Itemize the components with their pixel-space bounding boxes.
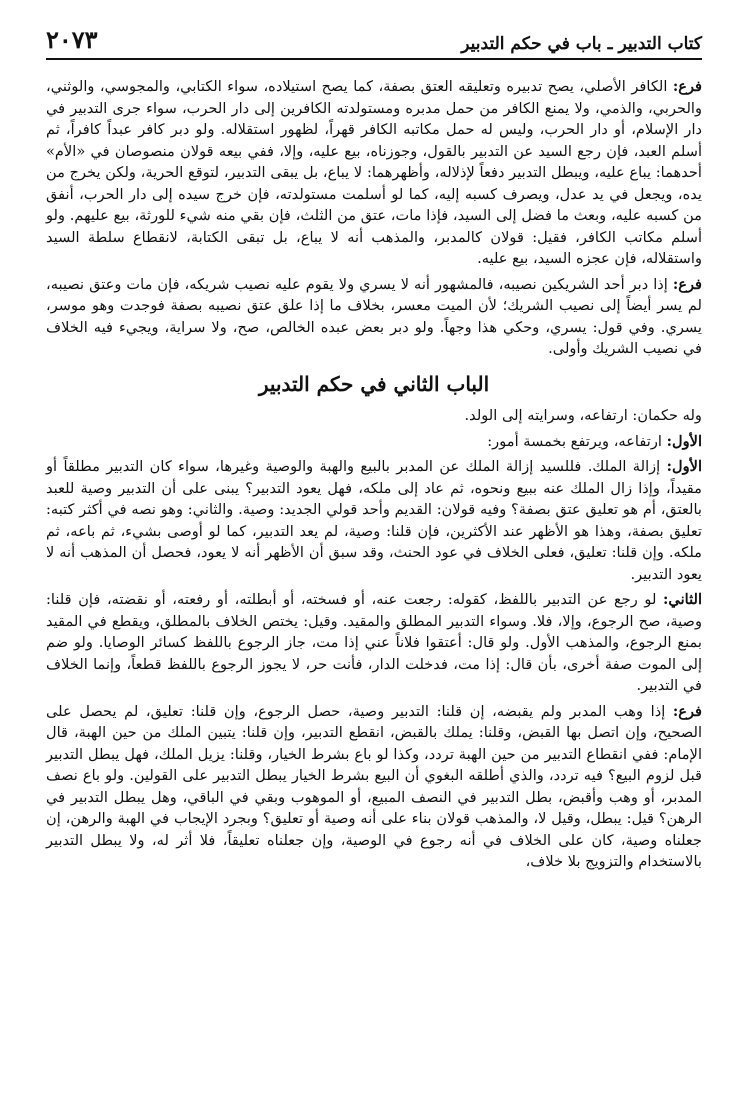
page-header [46,0,702,60]
chapter-title: الباب الثاني في حكم التدبير [258,371,490,396]
paragraph [46,456,702,585]
paragraph [46,589,702,697]
paragraph [46,701,702,873]
paragraph-text: إزالة الملك. فللسيد إزالة الملك عن المدبر بالبيع والهبة والوصية وغيرها، سواء كان التدبير مطلقاً أو مقيداً، وإذا زال الملك عنه ببيع ونحوه، ثم عاد إلى ملكه، فهل يعود التدبير؟ يبنى على أن التدبير وصية للعبد بالعتق، أم هو تعليق عتق بصفة؟ وفيه قولان: القديم وأحد قولي الجديد: وصية. والثاني: وهو نصه في أكثر كتبه: تعليق بصفة، وهذا هو الأظهر عند الأكثرين، فإن قلنا: وصية، لم يعد التدبير، كما لو أوصى بشيء، ثم باعه، ثم ملكه. وإن قلنا: تعليق، فعلى الخلاف في عود الحنث، وقد سبق أن الأظهر أنه لا يعود، فحصل أن المذهب أنه لا يعود التدبير. [46,458,702,583]
running-title: كتاب التدبير ـ باب في حكم التدبير [461,34,702,54]
paragraph-text: إذا وهب المدبر ولم يقبضه، إن قلنا: التدبير وصية، حصل الرجوع، وإن قلنا: تعليق، لم يحصل على الصحيح، وإن اتصل بها القبض، وقلنا: يملك بالقبض، انقطع التدبير، وإن قلنا: يتبين الملك من حين الهبة، قال الإمام: ففي انقطاع التدبير من حين الهبة تردد، وكذا لو باع بشرط الخيار، وقلنا: يزيل الملك، فهل يبطل التدبير قبل لزوم البيع؟ فيه تردد، والذي أطلقه البغوي أن البيع بشرط الخيار يبطل التدبير على القولين. ولو باع نصف المدبر، أو وهب وأقبض، بطل التدبير في النصف المبيع، أو الموهوب وبقي في الباقي، وهل يبطل التدبير في الرهن؟ قيل: يبطل، وقيل لا، والمذهب قولان بناء على أنه وصية أو تعليق؟ وبجرد الإيجاب في الهبة والرهن، إن جعلناه وصية، كان على الخلاف في أنه رجوع في الوصية، وإن جعلناه تعليقاً، فلا أثر له، ولا يبطل التدبير بالاستخدام والتزويج بلا خلاف، [46,702,702,870]
paragraph-text: الكافر الأصلي، يصح تدبيره وتعليقه العتق بصفة، كما يصح استيلاده، سواء الكتابي، والمجوسي، والوثني، والحربي، والذمي، ولا يمنع الكافر من حمل مدبره ومستولدته الكافرين إلى دار الحرب، سواء جرى التدبير في دار الإسلام، أو دار الحرب، وليس له حمل مكاتبه الكافر قهراً، لظهور استقلاله. ولو دبر كافر عبداً كافراً، ثم أسلم العبد، فإن رجع السيد عن التدبير بالقول، وجوزناه، بيع عليه، وإلا، ففي بيعه قولان منصوصان في «الأم» أحدهما: يباع عليه، ويبطل التدبير دفعاً لإذلاله، وأظهرهما: لا يباع، بل يبقى التدبير، لتوقع الحرية، ولكن يخرج من يده، ويجعل في يد عدل، ويصرف كسبه إليه، كما لو أسلمت مستولدته، فإن خرج سيده إلى دار الحرب، أنفق من كسبه عليه، وبعث ما فضل إلى السيد، فإذا مات، عتق من الثلث، فإن بقي منه شيء للورثة، بيع عليهم. ولو أسلم مكاتب الكافر، فقيل: قولان كالمدبر، والمذهب أنه لا يباع، بل تبقى الكتابة، لانقطاع سلطة السيد واستقلاله، فإن عجزه السيد، بيع عليه. [46,78,702,267]
paragraph-lead: الثاني: [663,591,702,608]
paragraph-text: ارتفاعه، ويرتفع بخمسة أمور: [487,432,667,450]
page-number: ٢٠٧٣ [46,25,98,54]
paragraph-lead: الأول: [666,458,702,475]
paragraph [46,274,702,360]
paragraph-lead: فرع: [672,275,702,293]
paragraph-lead: فرع: [672,78,702,95]
paragraph-lead: الأول: [666,432,702,450]
paragraph-text: إذا دبر أحد الشريكين نصيبه، فالمشهور أنه لا يسري ولا يقوم عليه نصيب شريكه، فإن مات وعتق نصيبه، لم يسر أيضاً إلى نصيب الشريك؛ لأن الميت معسر، بخلاف ما إذا علق عتق نصيبه بصفة فوجدت وهو موسر، يسري. وفي قول: يسري، وحكي هذا وجهاً. ولو دبر بعض عبده الخالص، صح، ولا سراية، ويجيء فيه الخلاف في نصيب الشريك وأولى. [46,275,702,357]
paragraph-text: لو رجع عن التدبير باللفظ، كقوله: رجعت عنه، أو فسخته، أو أبطلته، أو رفعته، أو نقضته، فإن قلنا: وصية، صح الرجوع، وإلا، فلا. وسواء التدبير المطلق والمقيد. وقيل: يختص الخلاف بالمطلق، ويقطع في المقيد بمنع الرجوع، والمذهب الأول. ولو قال: أعتقوا فلاناً عني إذا مت، جاز الرجوع باللفظ كسائر الوصايا. ولو ضم إلى الموت صفة أخرى، بأن قال: إذا مت، فدخلت الدار، فأنت حر، لا يجوز الرجوع باللفظ قطعاً، وإنما الخلاف في التدبير. [46,591,702,694]
first-rule-line [46,431,702,453]
paragraph-lead: فرع: [672,702,702,720]
paragraph [46,76,702,270]
chapter-intro: وله حكمان: ارتفاعه، وسرايته إلى الولد. [464,407,702,424]
body-text [46,76,702,873]
